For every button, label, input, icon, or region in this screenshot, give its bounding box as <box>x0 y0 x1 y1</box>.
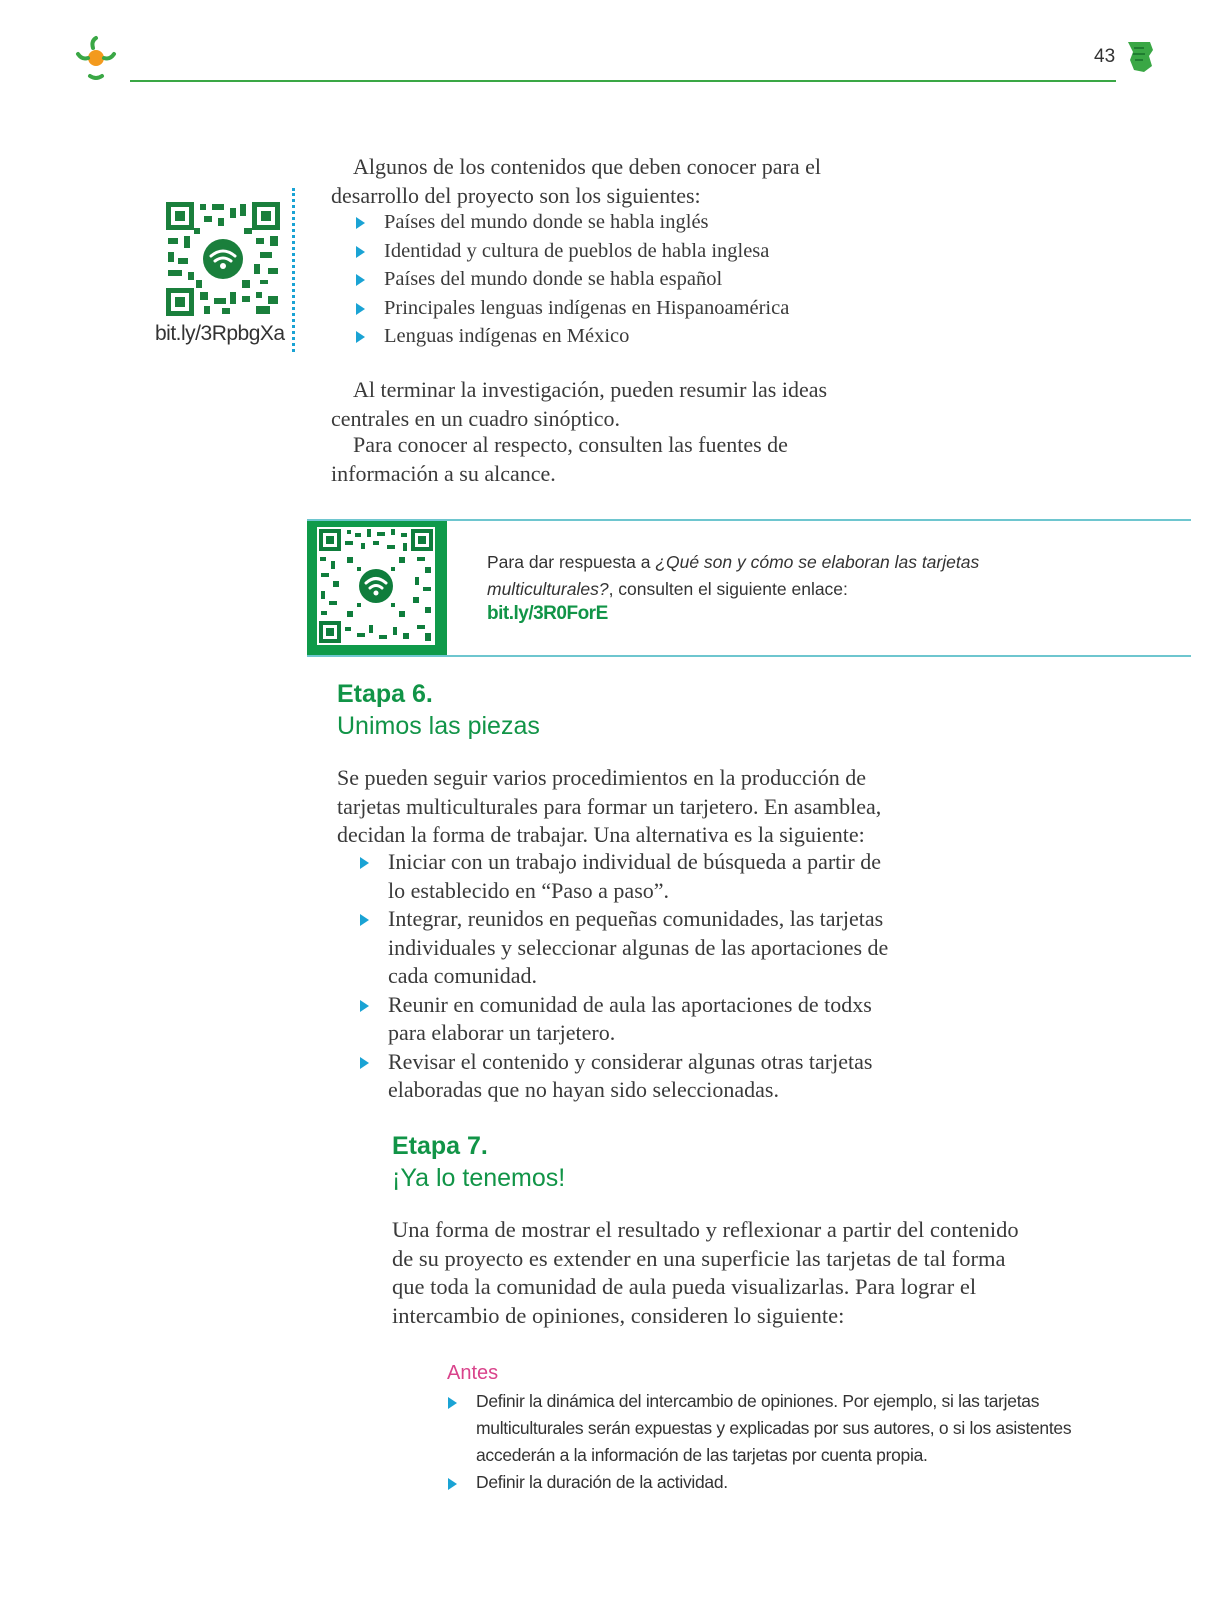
qr1-divider <box>292 188 295 352</box>
header-rule <box>130 80 1116 82</box>
emblem-icon <box>1124 38 1156 74</box>
page-number: 43 <box>1094 46 1116 67</box>
antes-list <box>446 1388 1086 1496</box>
list-item: Principales lenguas indígenas en Hispanoamérica <box>354 294 874 323</box>
callout-link[interactable]: bit.ly/3R0ForE <box>487 603 608 624</box>
list-item: Identidad y cultura de pueblos de habla inglesa <box>354 237 874 266</box>
etapa7-paragraph: Una forma de mostrar el resultado y reflexionar a partir del contenido de su proyecto es extender en una superficie las tarjetas de tal forma que toda la comunidad de aula pueda visualizarlas. Para lograr el intercambio de opiniones, consideren lo siguiente: <box>392 1217 1019 1328</box>
etapa6-subtitle: Unimos las piezas <box>337 712 540 740</box>
qr-code-1[interactable] <box>164 200 282 318</box>
callout-box <box>307 519 1191 657</box>
intro-list <box>354 208 874 351</box>
header-logo <box>72 32 124 84</box>
callout-text-after: , consulten el siguiente enlace: <box>608 579 848 599</box>
list-item: Definir la duración de la actividad. <box>446 1469 1086 1496</box>
antes-label: Antes <box>447 1362 499 1384</box>
list-item: Iniciar con un trabajo individual de búsqueda a partir de lo establecido en “Paso a paso”. <box>358 848 893 905</box>
etapa6-list <box>358 848 893 1105</box>
list-item: Reunir en comunidad de aula las aportaciones de todxs para elaborar un tarjetero. <box>358 991 893 1048</box>
list-item: Países del mundo donde se habla español <box>354 265 874 294</box>
etapa7-subtitle: ¡Ya lo tenemos! <box>392 1164 566 1192</box>
qr-code-icon <box>164 200 282 318</box>
list-item: Integrar, reunidos en pequeñas comunidades, las tarjetas individuales y seleccionar algunas de las aportaciones de cada comunidad. <box>358 905 893 991</box>
callout-text-before: Para dar respuesta a <box>487 552 656 572</box>
list-item: Definir la dinámica del intercambio de opiniones. Por ejemplo, si las tarjetas multiculturales serán expuestas y explicadas por sus autores, o si los asistentes accederán a la información de las tarjetas por cuenta propia. <box>446 1388 1086 1469</box>
qr1-link[interactable]: bit.ly/3RpbgXa <box>155 322 285 345</box>
sources-paragraph: Para conocer al respecto, consulten las fuentes de información a su alcance. <box>331 432 788 486</box>
callout-text <box>487 549 1067 603</box>
etapa6-paragraph: Se pueden seguir varios procedimientos en la producción de tarjetas multiculturales para formar un tarjetero. En asamblea, decidan la forma de trabajar. Una alternativa es la siguiente: <box>337 765 882 847</box>
list-item: Países del mundo donde se habla inglés <box>354 208 874 237</box>
summary-paragraph: Al terminar la investigación, pueden resumir las ideas centrales en un cuadro sinóptico. <box>331 377 828 431</box>
callout-qr-panel[interactable] <box>307 521 447 655</box>
callout-question: ¿Qué son y cómo se elaboran las tarjetas multiculturales? <box>487 552 980 599</box>
flower-logo-icon <box>72 32 124 84</box>
qr-code-icon <box>317 527 435 645</box>
intro-paragraph: Algunos de los contenidos que deben conocer para el desarrollo del proyecto son los siguientes: <box>331 154 821 208</box>
etapa7-label: Etapa 7. <box>392 1132 488 1160</box>
list-item: Revisar el contenido y considerar algunas otras tarjetas elaboradas que no hayan sido seleccionadas. <box>358 1048 893 1105</box>
corner-emblem <box>1124 38 1156 74</box>
list-item: Lenguas indígenas en México <box>354 322 874 351</box>
etapa6-label: Etapa 6. <box>337 680 433 708</box>
